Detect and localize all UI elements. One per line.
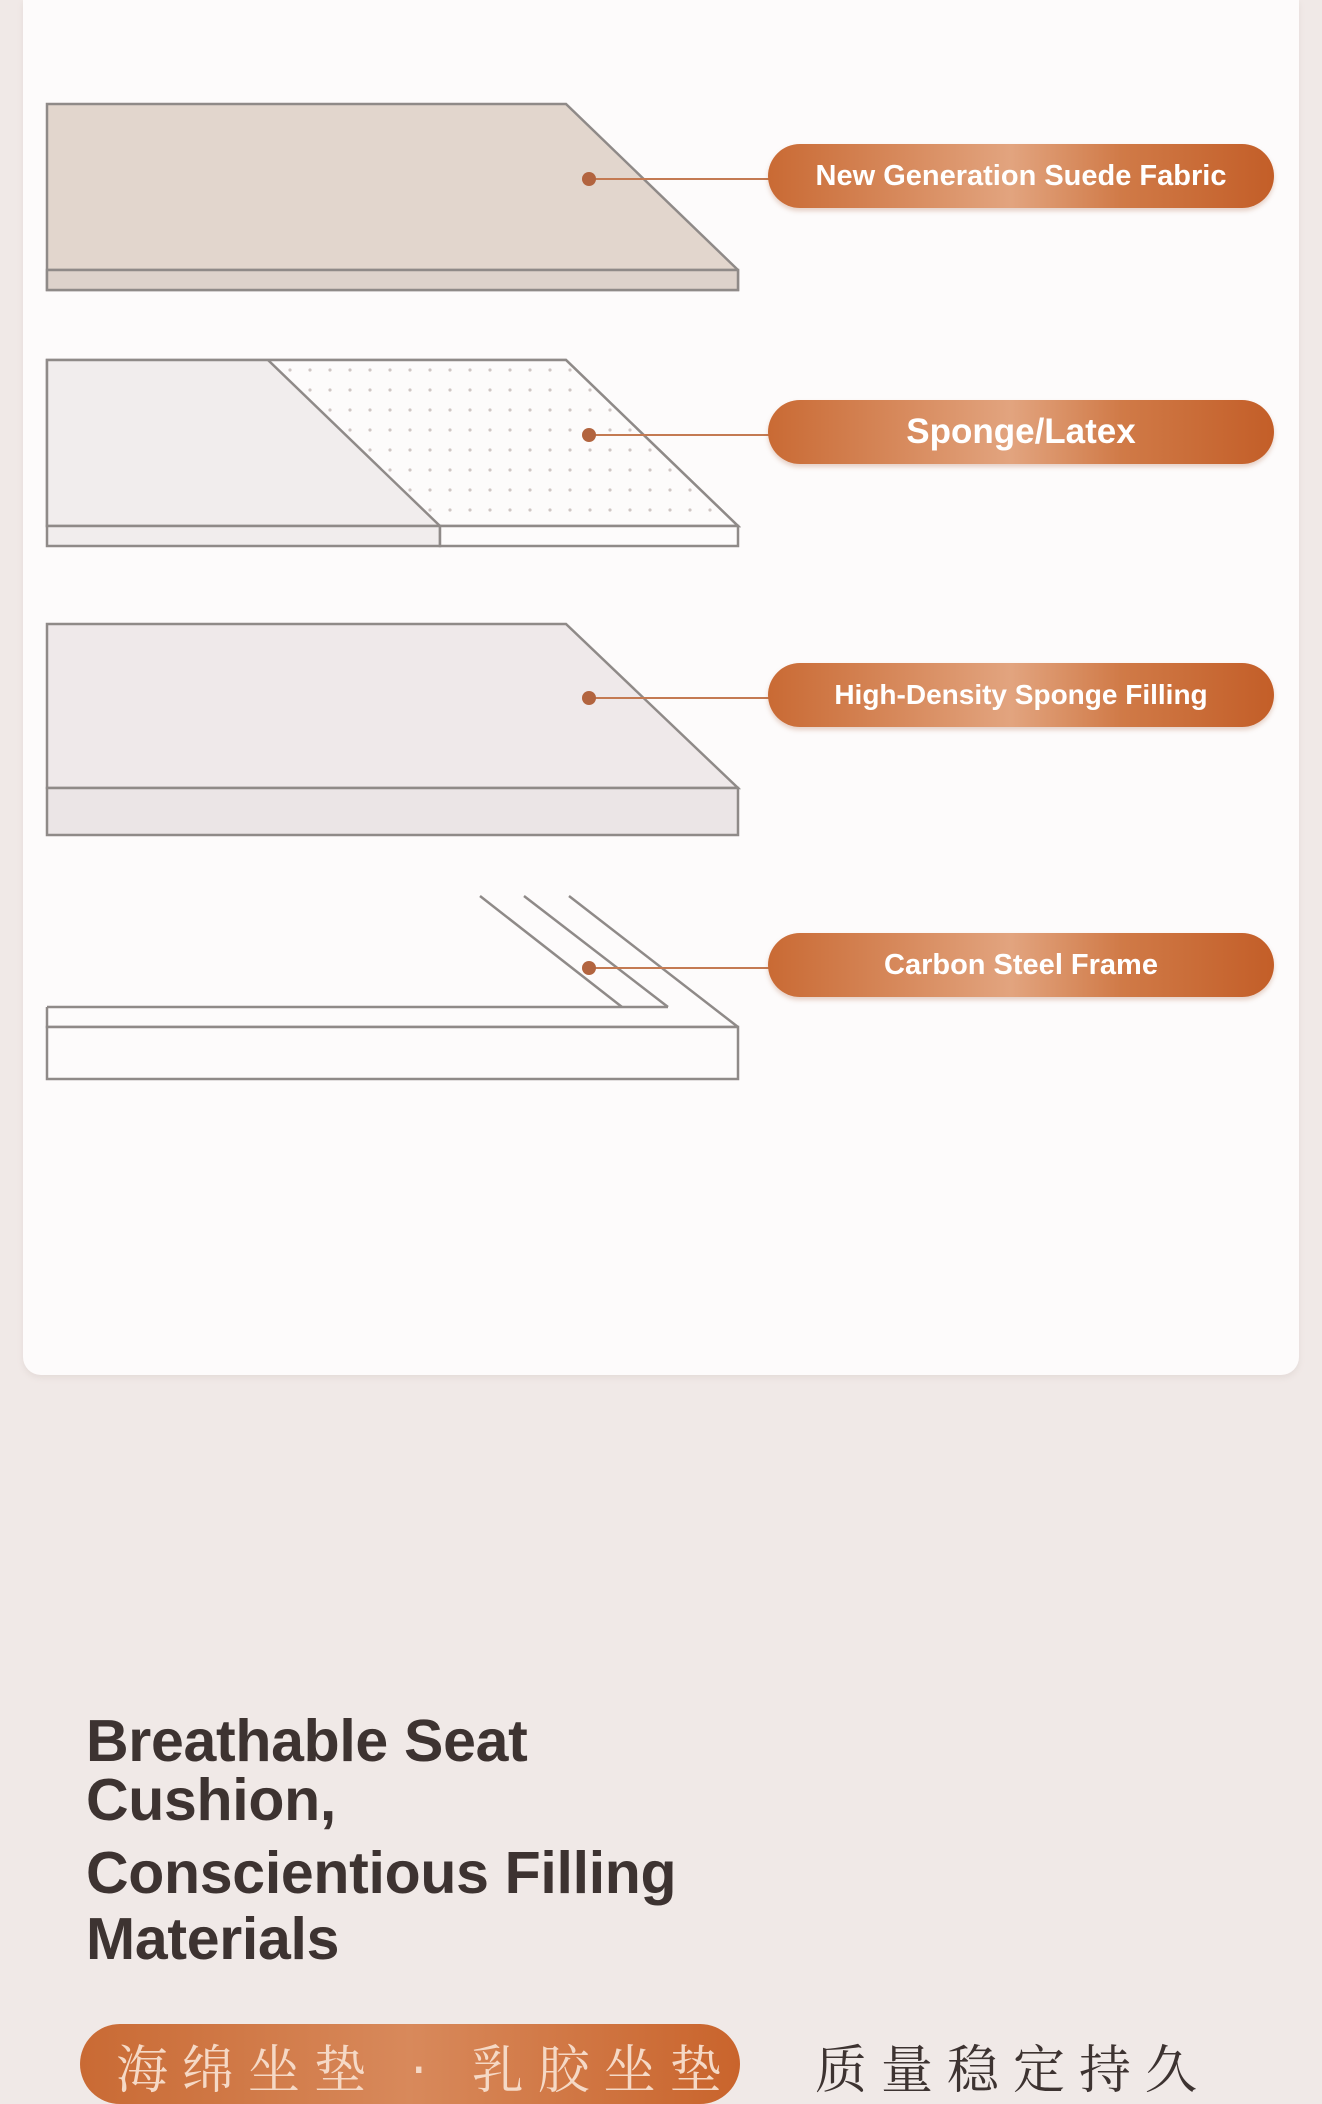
suede-fabric-layer-icon [47, 104, 738, 290]
heading-line: Conscientious Filling [86, 1840, 677, 1906]
layer-label-carbon-steel-frame [768, 933, 1274, 997]
bottom-pill-text: 海绵坐垫 · 乳胶坐垫 [116, 2041, 736, 2101]
bottom-side-text: 质量稳定持久 [815, 2041, 1212, 2101]
layer-label-text: New Generation Suede Fabric [815, 159, 1227, 192]
layer-label-text: Carbon Steel Frame [884, 948, 1158, 981]
high-density-sponge-layer-icon [47, 624, 738, 835]
section-heading [86, 1708, 806, 1973]
heading-line: Cushion, [86, 1767, 336, 1833]
bottom-label-pill [80, 2024, 740, 2104]
layer-label-suede-fabric [768, 144, 1274, 208]
heading-line: Materials [86, 1906, 340, 1973]
carbon-steel-frame-layer-icon [47, 896, 738, 1079]
layer-label-sponge-latex [768, 400, 1274, 464]
layer-label-text: Sponge/Latex [906, 412, 1136, 451]
layer-label-text: High-Density Sponge Filling [834, 679, 1208, 710]
sponge-latex-layer-icon [47, 360, 738, 546]
layer-label-high-density-sponge [768, 663, 1274, 727]
heading-line: Breathable Seat [86, 1708, 528, 1774]
